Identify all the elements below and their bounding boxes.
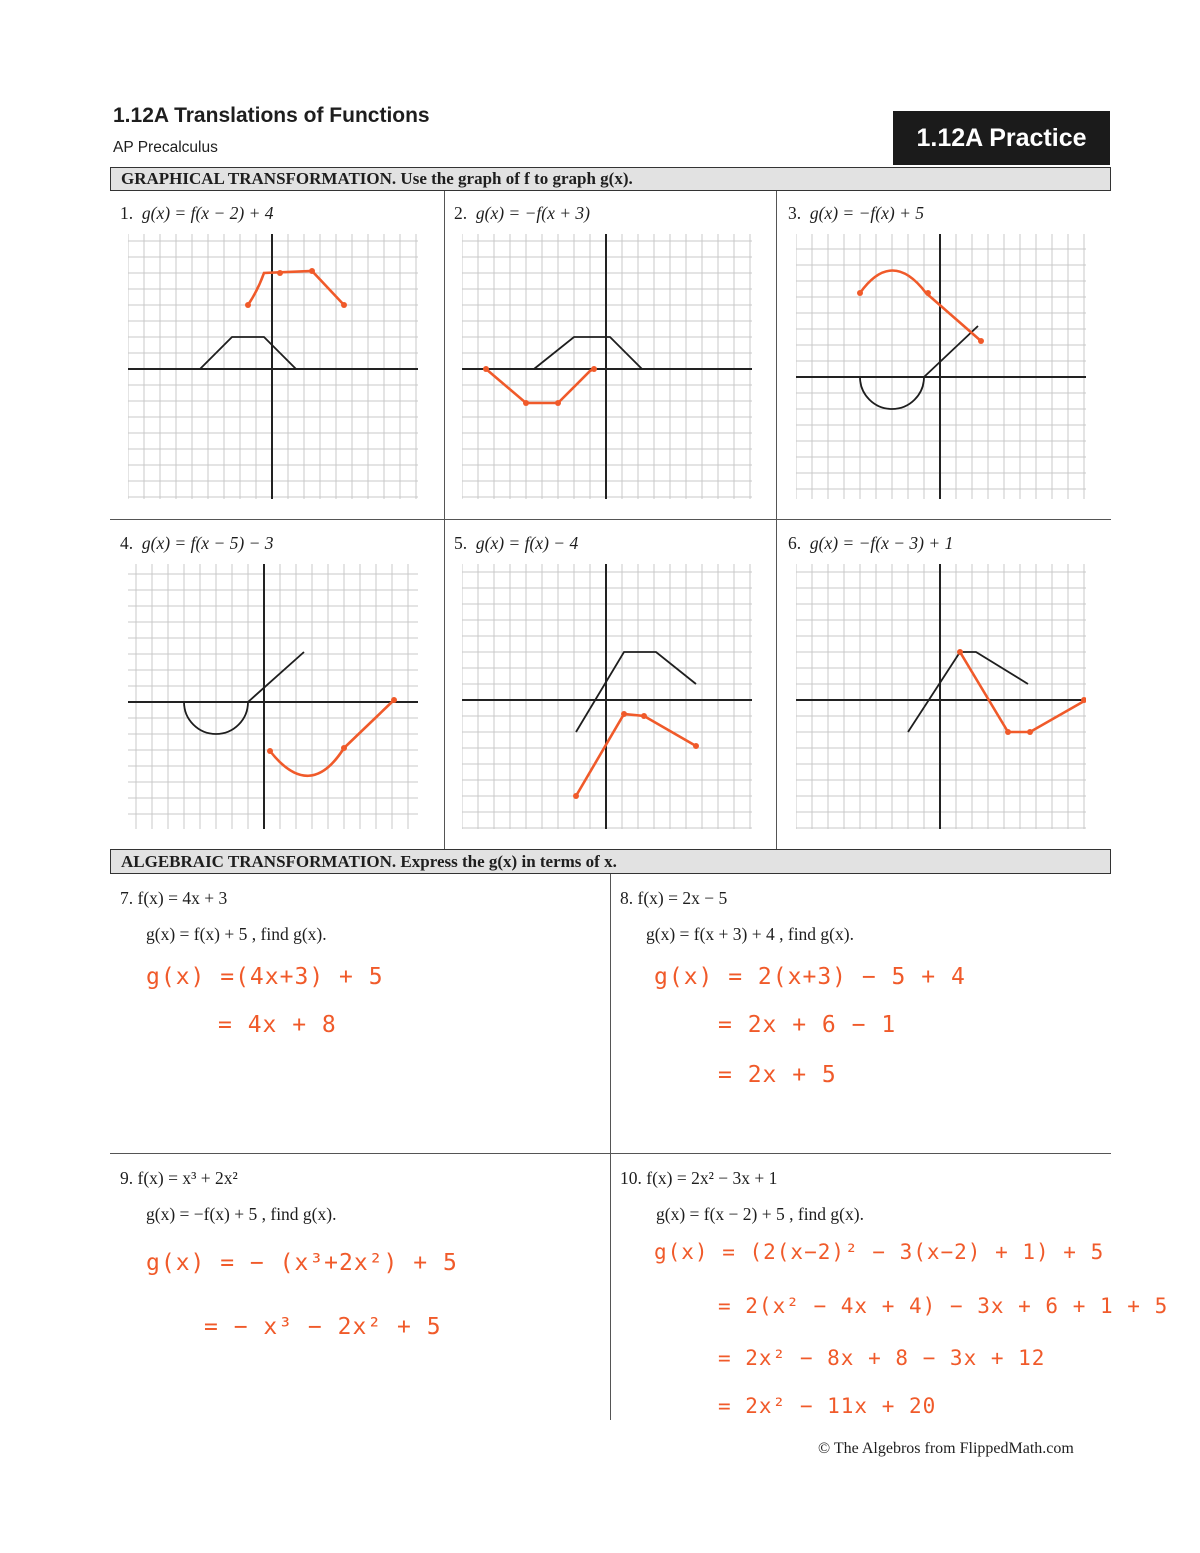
problem-8-f: 8. f(x) = 2x − 5 — [620, 888, 728, 908]
problem-8-work-3: = 2x + 5 — [718, 1062, 837, 1088]
g-curve — [486, 369, 594, 403]
problem-2-label: 2. g(x) = −f(x + 3) — [454, 203, 591, 223]
problem-9-g: g(x) = −f(x) + 5 , find g(x). — [146, 1204, 337, 1224]
g-point — [978, 338, 984, 344]
g-point — [277, 270, 283, 276]
graph-4 — [128, 564, 418, 829]
problem-7-work-1: g(x) =(4x+3) + 5 — [146, 964, 384, 990]
problem-10-work-4: = 2x² − 11x + 20 — [718, 1394, 937, 1418]
problem-6-label: 6. g(x) = −f(x − 3) + 1 — [788, 533, 954, 553]
f-curve — [860, 326, 978, 409]
graph-6 — [796, 564, 1086, 829]
problem-1-label: 1. g(x) = f(x − 2) + 4 — [120, 203, 274, 223]
problem-7-f: 7. f(x) = 4x + 3 — [120, 888, 228, 908]
problem-10-work-2: = 2(x² − 4x + 4) − 3x + 6 + 1 + 5 — [718, 1294, 1169, 1318]
graphical-section-header: GRAPHICAL TRANSFORMATION. Use the graph of f to graph g(x). — [110, 167, 1111, 191]
divider — [110, 1153, 1111, 1154]
graph-1 — [128, 234, 418, 499]
problem-4-label: 4. g(x) = f(x − 5) − 3 — [120, 533, 274, 553]
g-curve — [270, 700, 394, 776]
g-point — [523, 400, 529, 406]
divider — [110, 519, 1111, 520]
copyright-footer: © The Algebros from FlippedMath.com — [818, 1440, 1074, 1457]
problem-8-work-2: = 2x + 6 − 1 — [718, 1012, 897, 1038]
problem-7-work-2: = 4x + 8 — [218, 1012, 337, 1038]
g-point — [483, 366, 489, 372]
practice-badge: 1.12A Practice — [893, 111, 1110, 165]
problem-10-f: 10. f(x) = 2x² − 3x + 1 — [620, 1168, 778, 1188]
course-subtitle: AP Precalculus — [113, 139, 218, 156]
problem-8-work-1: g(x) = 2(x+3) − 5 + 4 — [654, 964, 966, 990]
problem-5-label: 5. g(x) = f(x) − 4 — [454, 533, 579, 553]
problem-10-g: g(x) = f(x − 2) + 5 , find g(x). — [656, 1204, 864, 1224]
g-curve — [960, 652, 1086, 732]
g-point — [1027, 729, 1033, 735]
g-point — [391, 697, 397, 703]
g-point — [693, 743, 699, 749]
algebraic-section-header: ALGEBRAIC TRANSFORMATION. Express the g(x) in terms of x. — [110, 849, 1111, 874]
g-point — [925, 290, 931, 296]
problem-8-g: g(x) = f(x + 3) + 4 , find g(x). — [646, 924, 854, 944]
g-point — [641, 713, 647, 719]
g-point — [341, 302, 347, 308]
g-curve — [248, 271, 344, 305]
g-point — [621, 711, 627, 717]
f-curve — [576, 652, 696, 732]
graph-5 — [462, 564, 752, 829]
page-title: 1.12A Translations of Functions — [113, 104, 430, 127]
g-point — [1005, 729, 1011, 735]
g-point — [245, 302, 251, 308]
problem-10-work-1: g(x) = (2(x−2)² − 3(x−2) + 1) + 5 — [654, 1240, 1105, 1264]
graph-3 — [796, 234, 1086, 499]
g-point — [957, 649, 963, 655]
g-point — [591, 366, 597, 372]
problem-10-work-3: = 2x² − 8x + 8 − 3x + 12 — [718, 1346, 1046, 1370]
g-point — [857, 290, 863, 296]
g-point — [555, 400, 561, 406]
problem-9-f: 9. f(x) = x³ + 2x² — [120, 1168, 238, 1188]
problem-3-label: 3. g(x) = −f(x) + 5 — [788, 203, 925, 223]
g-point — [309, 268, 315, 274]
g-point — [573, 793, 579, 799]
g-point — [267, 748, 273, 754]
divider — [610, 874, 611, 1420]
g-curve — [576, 714, 696, 796]
g-point — [341, 745, 347, 751]
problem-9-work-2: = − x³ − 2x² + 5 — [204, 1314, 442, 1340]
problem-9-work-1: g(x) = − (x³+2x²) + 5 — [146, 1250, 458, 1276]
graph-2 — [462, 234, 752, 499]
f-curve — [184, 652, 304, 734]
problem-7-g: g(x) = f(x) + 5 , find g(x). — [146, 924, 327, 944]
